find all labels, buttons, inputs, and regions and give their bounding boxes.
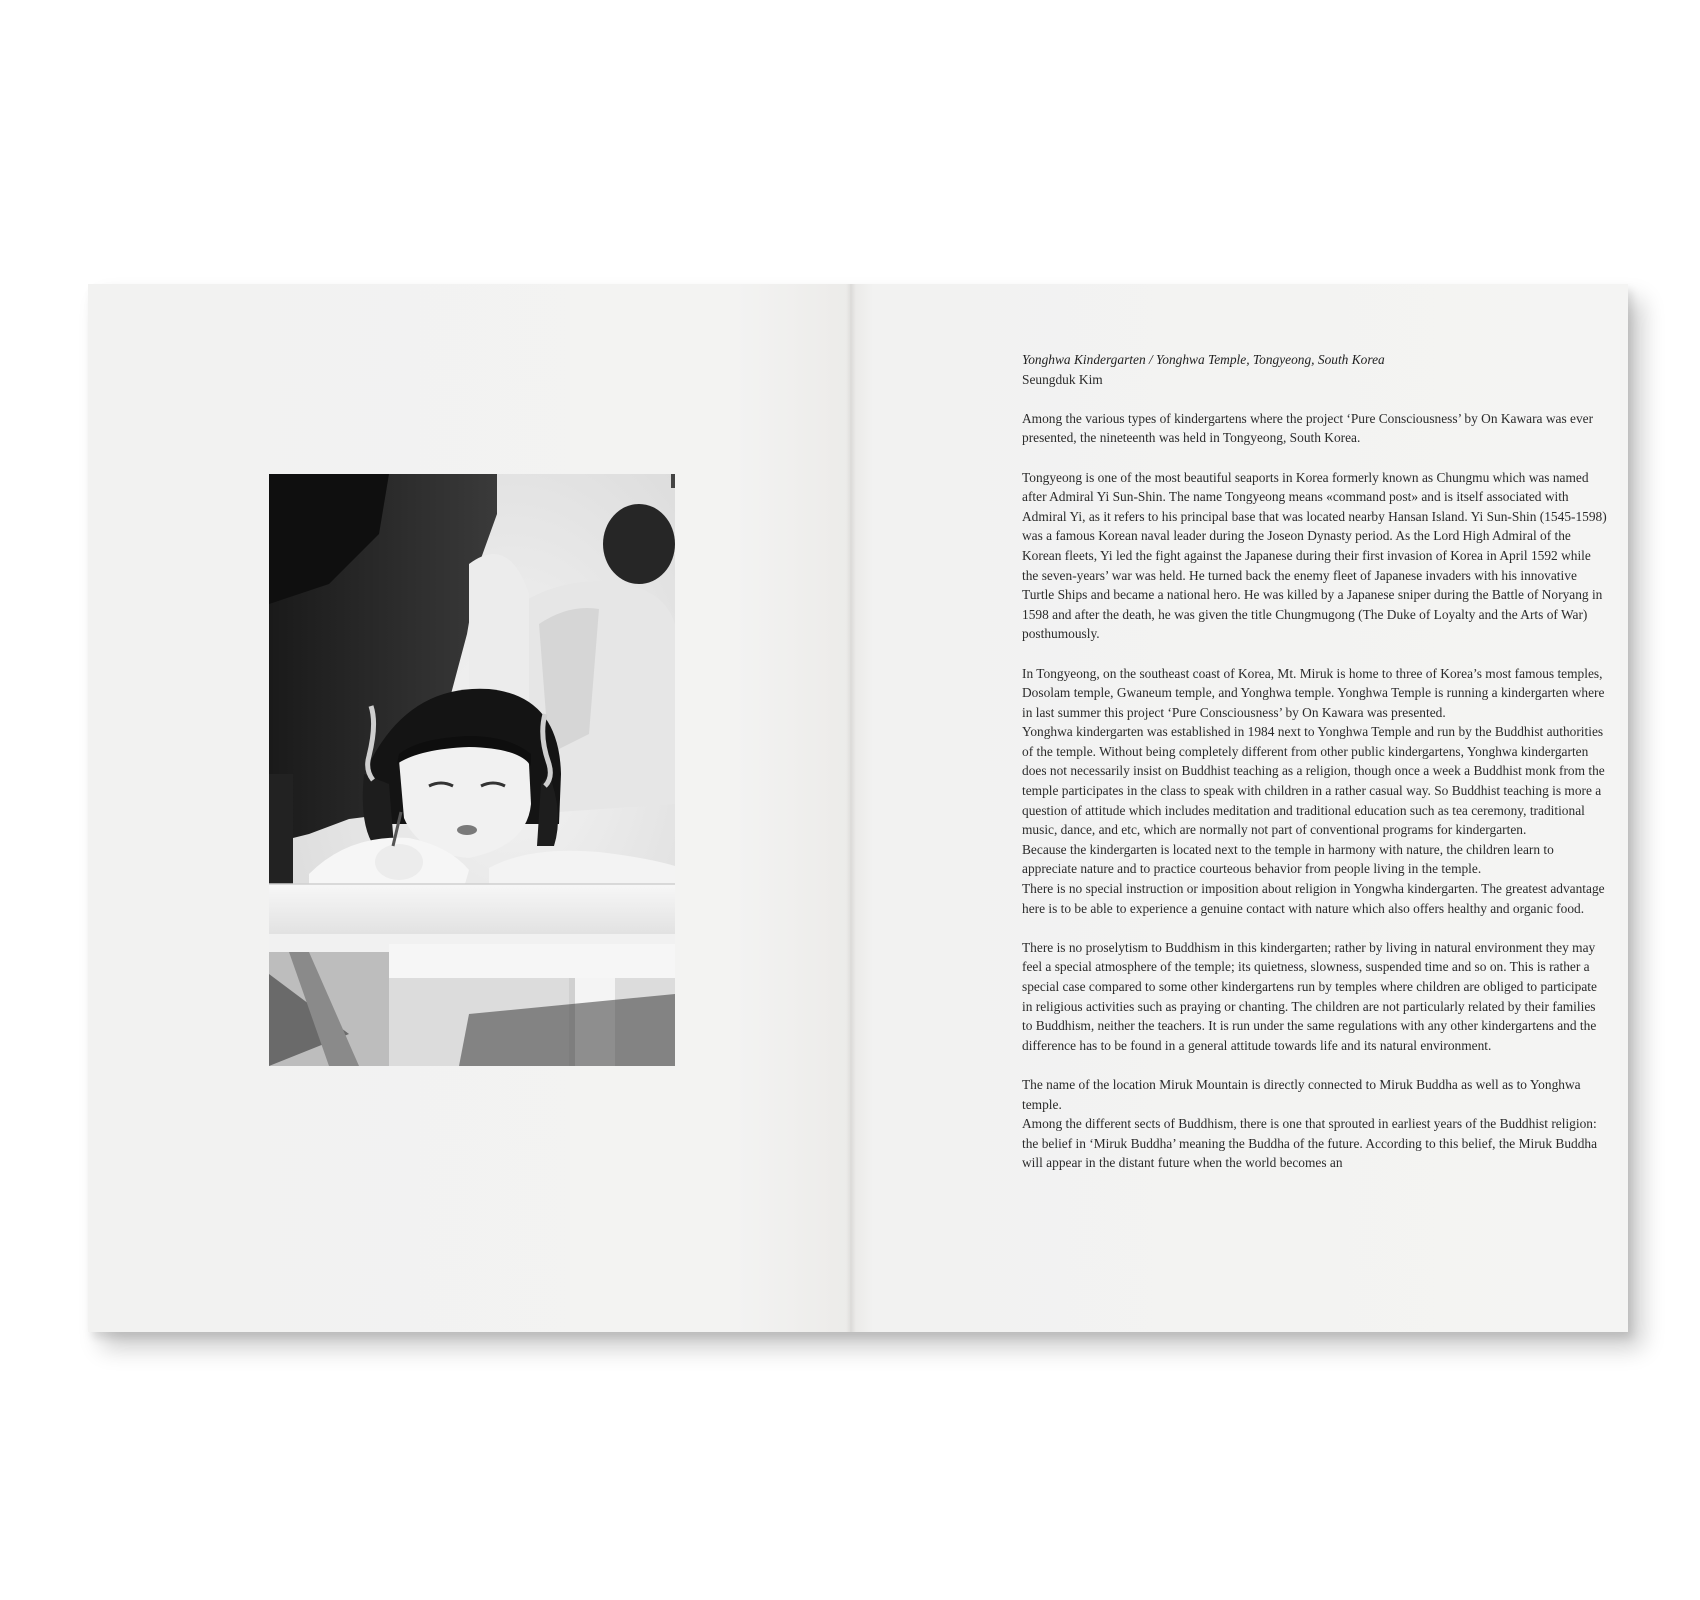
open-book-spread bbox=[88, 284, 1628, 1332]
paragraph: Yonghwa kindergarten was established in 1984 next to Yonghwa Temple and run by the Buddhist authorities of the temple. Without being completely different from other public kindergartens, Yonghwa kindergarten does not necessarily insist on Buddhist teaching as a religion, though once a week a Buddhist monk from the temple participates in the class to speak with children in a rather casual way. So Buddhist teaching is more a question of attitude which includes meditation and traditional education such as tea ceremony, traditional music, dance, and etc, which are normally not part of conventional programs for kindergarten. bbox=[1022, 724, 1605, 838]
paragraph: The name of the location Miruk Mountain is directly connected to Miruk Buddha as well as to Yonghwa temple. bbox=[1022, 1076, 1581, 1112]
paragraph: Among the different sects of Buddhism, there is one that sprouted in earliest years of the Buddhist religion: the belief in ‘Miruk Buddha’ meaning the Buddha of the future. According to this belief, the Miruk Buddha will appear in the distant future when the world becomes an bbox=[1022, 1116, 1598, 1171]
book-gutter bbox=[846, 284, 856, 1332]
photo-child-drawing bbox=[269, 474, 675, 1066]
paragraph: In Tongyeong, on the southeast coast of Korea, Mt. Miruk is home to three of Korea’s most famous temples, Dosolam temple, Gwaneum temple, and Yonghwa temple. Yonghwa Temple is running a kindergarten where in last summer this project ‘Pure Consciousness’ by On Kawara was presented. bbox=[1022, 665, 1605, 720]
left-page bbox=[88, 284, 850, 1332]
paragraph: Among the various types of kindergartens where the project ‘Pure Consciousness’ by On Kawara was ever presented, the nineteenth was held in Tongyeong, South Korea. bbox=[1022, 410, 1594, 446]
paragraph: Because the kindergarten is located next to the temple in harmony with nature, the children learn to appreciate nature and to practice courteous behavior from people living in the temple. bbox=[1022, 841, 1554, 877]
article-text bbox=[1022, 350, 1608, 1173]
article-title: Yonghwa Kindergarten / Yonghwa Temple, Tongyeong, South Korea bbox=[1022, 352, 1385, 367]
paragraph: There is no special instruction or imposition about religion in Yongwha kindergarten. The greatest advantage here is to be able to experience a genuine contact with nature which also offers healthy and organic food. bbox=[1022, 881, 1605, 916]
paragraph: Tongyeong is one of the most beautiful seaports in Korea formerly known as Chungmu which was named after Admiral Yi Sun-Shin. The name Tongyeong means «command post» and is itself associated with Admiral Yi, as it refers to his principal base that was located nearby Hansan Island. Yi Sun-Shin (1545-1598) was a famous Korean naval leader during the Joseon Dynasty period. As the Lord High Admiral of the Korean fleets, Yi led the fight against the Japanese during their first invasion of Korea in April 1592 while the seven-years’ war was held. He turned back the enemy fleet of Japanese invaders with his innovative Turtle Ships and became a national hero. He was killed by a Japanese sniper during the Battle of Noryang in 1598 and after the death, he was given the title Chungmugong (The Duke of Loyalty and the Arts of War) posthumously. bbox=[1022, 469, 1607, 642]
right-page bbox=[850, 284, 1628, 1332]
article-author: Seungduk Kim bbox=[1022, 371, 1103, 387]
paragraph: There is no proselytism to Buddhism in this kindergarten; rather by living in natural environment they may feel a special atmosphere of the temple; its quietness, slowness, suspended time and so on. This is rather a special case compared to some other kindergartens run by temples where children are obliged to participate in religious activities such as praying or chanting. The children are not particularly related by their families to Buddhism, neither the teachers. It is run under the same regulations with any other kindergartens and the difference has to be found in a general attitude towards life and its natural environment. bbox=[1022, 939, 1597, 1053]
